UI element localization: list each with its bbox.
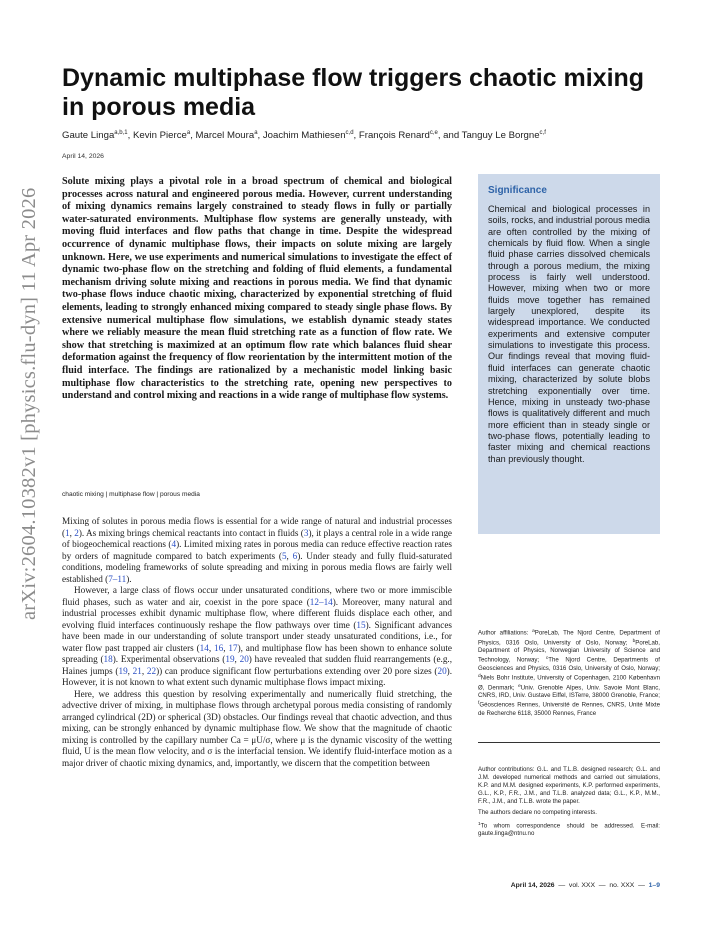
affiliation-marker: b (632, 638, 636, 644)
footer-date: April 14, 2026 (510, 882, 555, 889)
citation-link[interactable]: 21 (132, 665, 142, 676)
citation-link[interactable]: 15 (356, 619, 366, 630)
citation-link[interactable]: 19 (118, 665, 128, 676)
citation-link[interactable]: 20 (239, 654, 249, 664)
main-text (62, 516, 452, 769)
significance-title: Significance (488, 185, 547, 196)
footer-sep: — (558, 882, 566, 889)
abstract: Solute mixing plays a pivotal role in a broad spectrum of chemical and biological processes across natural and engineered porous media. However, current understanding of mixing dynamics remains largely constrained to steady flows in fully or partially water-saturated environments. Multiphase flow systems are generally unsteady, with moving fluid interfaces and flow paths that change in time. Despite the widespread occurrence of dynamic multiphase flows, their impacts on solute mixing are largely unknown. Here, we use experiments and numerical simulations to investigate the effect of dynamic two-phase flow on the stretching and folding of fluid elements, a fundamental mechanism driving solute mixing and reactions in porous media. We find that dynamic two-phase flows induce chaotic mixing, characterized by exponential stretching of fluid elements, leading to strongly enhanced mixing compared to steady single phase flows. By extensive numerical multiphase flow simulations, we establish dynamic steady states where we reliably measure the mean fluid stretching rate as a function of flow rate. We show that stretching is maximized at an optimum flow rate which balances fluid shear deformation against the frequency of flow reorientation by the intermittent motion of the fluid interface. The findings are rationalized by a mechanistic model linking basic multiphase flow characteristics to the stretching rate, opening new perspectives to understand and control mixing and reactions in a wide range of multiphase flow systems. (62, 176, 452, 402)
citation-link[interactable]: 7–11 (108, 573, 127, 584)
affiliation-marker: d (478, 673, 481, 679)
significance-box (478, 174, 660, 534)
author-notes (478, 766, 660, 841)
citation-link[interactable]: 16 (214, 642, 224, 653)
affiliation-marker: a (532, 629, 535, 634)
affiliation-text: Géosciences Rennes, Université de Rennes, CNRS, Unité Mixte de Recherche 6118, 35000 Rennes, France (478, 701, 660, 717)
significance-text: Chemical and biological processes in soils, rocks, and industrial porous media are often controlled by the mixing of chemicals by fluid flow. When a single fluid phase carries dissolved chemicals through a porous medium, the mixing process is fairly well understood. However, mixing when two or more fluids move together has remained largely unexplored, despite its widespread importance. We conducted experiments and extensive computer simulations to investigate this process. Our findings reveal that moving fluid-fluid interfaces can generate chaotic mixing, characterized by solute blobs stretching exponentially over time. Hence, mixing in unsteady two-phase flows is qualitatively different and much more efficient than in steady single or two-phase flows, potentially leading to faster mixing and chemical reactions than previously thought. (488, 204, 650, 464)
citation-link[interactable]: 19 (225, 654, 235, 664)
author-name: Marcel Moura (195, 130, 255, 141)
author-name: Tanguy Le Borgne (461, 130, 540, 141)
footer-number: no. XXX (609, 882, 635, 889)
author-affiliation-marker: a (186, 130, 191, 136)
footer-sep: — (638, 882, 645, 889)
keywords: chaotic mixing | multiphase flow | porous media (62, 491, 200, 498)
citation-link[interactable]: 18 (103, 654, 113, 664)
citation-link[interactable]: 12–14 (309, 596, 333, 607)
footer-volume: vol. XXX (568, 882, 595, 889)
author-affiliation-marker: c,e (429, 130, 438, 136)
citation-link[interactable]: 20 (437, 665, 447, 676)
page-footer (478, 882, 660, 889)
publication-date: April 14, 2026 (62, 153, 104, 160)
citation-link[interactable]: 22 (146, 665, 157, 676)
author-name: Gaute Linga (62, 130, 115, 141)
citation-link[interactable]: 14 (199, 642, 209, 653)
citation-link[interactable]: 3 (303, 527, 309, 538)
citation-link[interactable]: 17 (228, 642, 238, 653)
author-affiliation-marker: c,f (539, 130, 546, 136)
competing-interests: The authors declare no competing interests. (478, 809, 597, 817)
affiliation-marker: c (545, 656, 549, 662)
author-affiliation-marker: c,d (345, 130, 354, 136)
author-name: Joachim Mathiesen (262, 130, 346, 141)
paragraph-here: Here, we address this question by resolving experimentally and numerically fluid stretching, the advective driver of mixing, in multiphase flows through archetypal porous media consisting of randomly arranged cylindrical (2D) or spherical (3D) obstacles. Our findings reveal that chaotic advection, and thus mixing, can be strongly enhanced by dynamic multiphase flow. We show that the magnitude of chaotic mixing is controlled by the capillary number Ca = μU/σ, where μ is the dynamic viscosity of the wetting fluid, U is the mean flow velocity, and σ is the interfacial tension. We identify fluid-interface motion as a major driver of chaotic mixing dynamics, and, importantly, we discern that the competition between (62, 688, 452, 768)
paper-title: Dynamic multiphase flow triggers chaotic mixing in porous media (62, 64, 645, 121)
footer-pages: 1–9 (648, 882, 660, 889)
affiliation-text: PoreLab, Department of Physics, Norwegian University of Science and Technology, Norway; (478, 639, 660, 664)
affiliation-text: Niels Bohr Institute, University of Copenhagen, 2100 København Ø, Denmark; (478, 674, 660, 692)
affiliation-text: The Njord Centre, Departments of Geosciences and Physics, 0316 Oslo, University of Oslo, Norway; (478, 656, 660, 672)
affiliation-marker: e (518, 683, 521, 689)
paragraph-unsaturated: However, a large class of flows occur under unsaturated conditions, where two or more immiscible fluid phases, such as water and air, coexist in the pore space (12–14). Moreover, many natural and industrial processes exhibit dynamic multiphase flow, where different fluids displace each other, and evolving fluid interfaces continuously reshape the flow pathways over time (15). Significant advances have been made in our understanding of solute transport under steady unsaturated conditions, i.e., for water flow past trapped air clusters (14, 16, 17), and multiphase flow has been shown to enhance solute spreading (18). Experimental observations (19, 20) have revealed that sudden fluid rearrangements (e.g., Haines jumps (19, 21, 22)) can produce significant flow perturbations extending over 20 pore sizes (20). However, it is not known to what extent such dynamic multiphase flows impact mixing. (62, 585, 453, 687)
author-name: Kevin Pierce (132, 130, 187, 141)
affiliation-text: PoreLab, The Njord Centre, Department of Physics, 0316 Oslo, University of Oslo, Norway; (478, 629, 660, 647)
correspondence-marker: 1 (478, 821, 481, 827)
citation-link[interactable]: 4 (171, 539, 177, 549)
citation-link[interactable]: 1 (65, 527, 70, 538)
author-name: François Renard (358, 130, 430, 141)
author-affiliations (478, 628, 660, 718)
correspondence-text: To whom correspondence should be addressed. E-mail: gaute.linga@ntnu.no (478, 822, 660, 838)
citation-link[interactable]: 6 (292, 550, 298, 561)
author-affiliation-marker: a,b,1 (114, 130, 128, 136)
correspondence (478, 821, 660, 839)
author-list: Gaute Linga$^{a,b,1}$, Kevin Pierce$^a$, Marcel Moura$^a$, Joachim Mathiesen$^{c,d}$, François Renard$^{c,e}$, and Tanguy Le Borgne$^{c,f}$ (62, 130, 546, 141)
citation-link[interactable]: 5 (281, 550, 287, 561)
divider (478, 742, 660, 743)
author-affiliation-marker: a (254, 130, 258, 136)
footer-sep: — (598, 882, 606, 889)
affiliations-label: Author affiliations: (478, 629, 533, 637)
arxiv-identifier: arXiv:2604.10382v1 [physics.flu-dyn] 11 Apr 2026 (18, 187, 40, 620)
citation-link[interactable]: 2 (74, 527, 79, 538)
affiliation-marker: f (478, 701, 480, 707)
paragraph-intro: Mixing of solutes in porous media flows is essential for a wide range of natural and industrial processes (1, 2). As mixing brings chemical reactants into contact in fluids (3), it plays a central role in a wide range of biogeochemical reactions (4). Limited mixing rates in porous media can reduce effective reaction rates by orders of magnitude compared to batch experiments (5, 6). Under steady and fully fluid-saturated conditions, modeling frameworks of solute spreading and mixing in porous media flows are fairly well established (7–11). (62, 516, 452, 584)
affiliation-text: Univ. Grenoble Alpes, Univ. Savoie Mont Blanc, CNRS, IRD, Univ. Gustave Eiffel, ISTerre, 38000 Grenoble, France; (478, 684, 660, 700)
author-contributions: Author contributions: G.L. and T.L.B. designed research; G.L. and J.M. developed numerical methods and carried out simulations, K.P. and M.M. designed experiments, K.P. performed experiments, G.L., K.P., F.R., J.M., and T.L.B. analyzed data; G.L., K.P., M.M., F.R., J.M., and T.L.B. wrote the paper. (478, 766, 660, 806)
